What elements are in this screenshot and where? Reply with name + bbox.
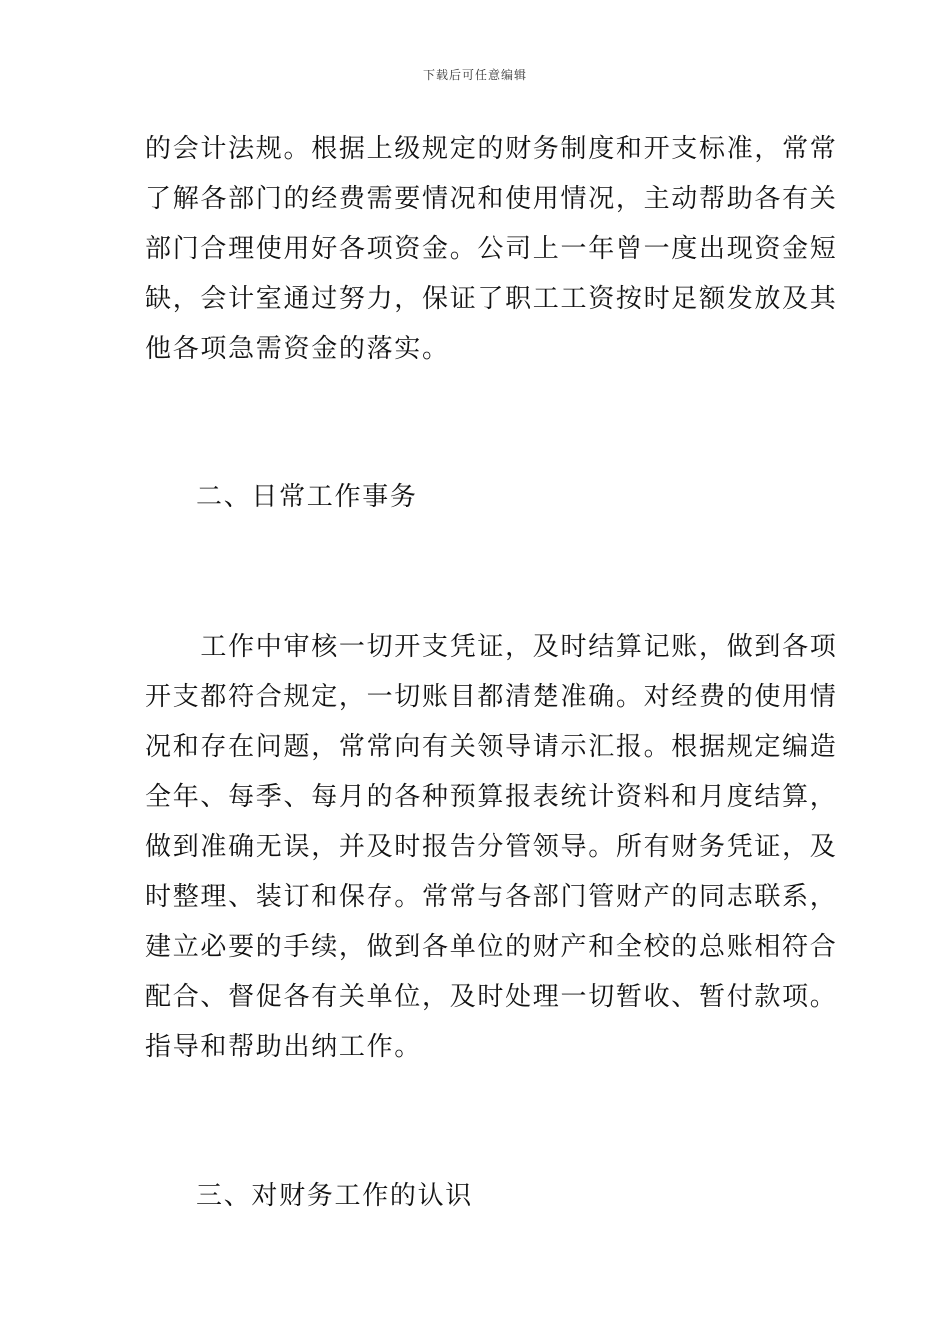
paragraph-1-line: 部门合理使用好各项资金。公司上一年曾一度出现资金短	[145, 234, 838, 264]
paragraph-2-line: 指导和帮助出纳工作。	[145, 1032, 423, 1062]
paragraph-2-line: 全年、每季、每月的各种预算报表统计资料和月度结算，	[145, 782, 838, 812]
paragraph-2-line: 配合、督促各有关单位，及时处理一切暂收、暂付款项。	[145, 982, 838, 1012]
paragraph-1-line: 了解各部门的经费需要情况和使用情况，主动帮助各有关	[145, 184, 838, 214]
paragraph-1-line: 的会计法规。根据上级规定的财务制度和开支标准，常常	[145, 134, 838, 164]
header-note: 下载后可任意编辑	[422, 68, 527, 82]
paragraph-2-line: 做到准确无误，并及时报告分管领导。所有财务凭证，及	[145, 832, 838, 862]
paragraph-2-line: 况和存在问题，常常向有关领导请示汇报。根据规定编造	[145, 732, 838, 762]
section-heading-2: 二、日常工作事务	[196, 482, 418, 512]
section-heading-3: 三、对财务工作的认识	[196, 1181, 474, 1211]
paragraph-1-line: 缺，会计室通过努力，保证了职工工资按时足额发放及其	[145, 284, 838, 314]
paragraph-2-line: 时整理、装订和保存。常常与各部门管财产的同志联系，	[145, 882, 838, 912]
paragraph-1-line: 他各项急需资金的落实。	[145, 334, 450, 364]
paragraph-2-line: 建立必要的手续，做到各单位的财产和全校的总账相符合	[145, 932, 838, 962]
paragraph-2-line: 开支都符合规定，一切账目都清楚准确。对经费的使用情	[145, 682, 838, 712]
paragraph-2-line: 工作中审核一切开支凭证，及时结算记账，做到各项	[145, 632, 838, 662]
